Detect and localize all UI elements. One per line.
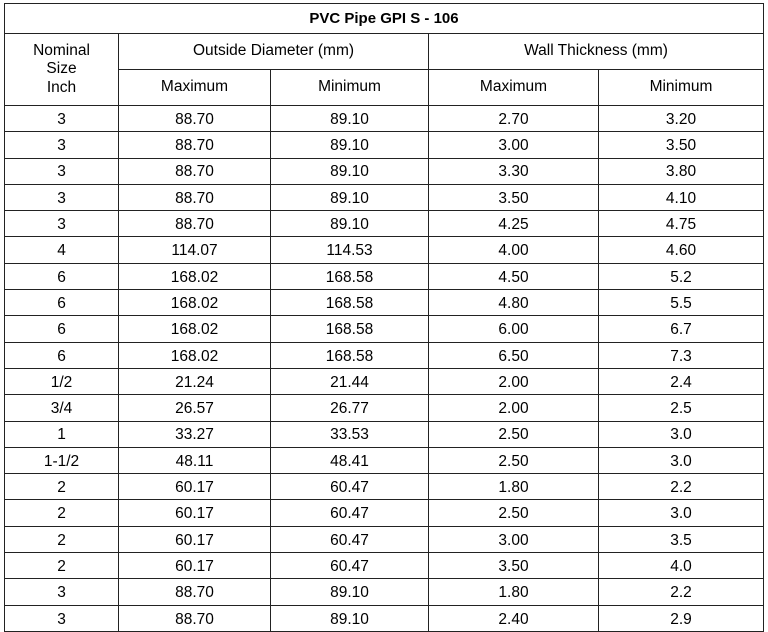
nominal-size-cell: 1: [5, 421, 119, 447]
table-row: [5, 211, 764, 237]
wt-max-cell: 3.50: [429, 184, 599, 210]
od-min-cell: 60.47: [271, 474, 429, 500]
table-row: [5, 605, 764, 631]
nominal-size-cell: 3: [5, 158, 119, 184]
nominal-size-cell: 3: [5, 211, 119, 237]
table-row: [5, 447, 764, 473]
wt-min-cell: 4.75: [599, 211, 764, 237]
od-min-cell: 89.10: [271, 132, 429, 158]
table-row: [5, 500, 764, 526]
wt-max-cell: 6.00: [429, 316, 599, 342]
nominal-size-cell: 6: [5, 290, 119, 316]
table-row: [5, 237, 764, 263]
nominal-header-line3: Inch: [46, 78, 77, 96]
nominal-size-cell: 3: [5, 106, 119, 132]
nominal-header-line2: Size: [46, 60, 77, 78]
od-max-cell: 88.70: [119, 132, 271, 158]
table-row: [5, 106, 764, 132]
table-row: [5, 368, 764, 394]
nominal-size-cell: 3: [5, 579, 119, 605]
nominal-size-cell: 3: [5, 184, 119, 210]
od-max-cell: 60.17: [119, 526, 271, 552]
table-row: [5, 553, 764, 579]
wt-minimum-header: Minimum: [599, 70, 764, 106]
od-min-cell: 60.47: [271, 500, 429, 526]
wt-max-cell: 2.70: [429, 106, 599, 132]
od-max-cell: 33.27: [119, 421, 271, 447]
wt-max-cell: 3.30: [429, 158, 599, 184]
wt-max-cell: 4.25: [429, 211, 599, 237]
wt-min-cell: 3.50: [599, 132, 764, 158]
outside-diameter-header: Outside Diameter (mm): [119, 34, 429, 70]
od-min-cell: 89.10: [271, 184, 429, 210]
wt-min-cell: 5.5: [599, 290, 764, 316]
od-min-cell: 89.10: [271, 158, 429, 184]
od-max-cell: 168.02: [119, 316, 271, 342]
od-min-cell: 168.58: [271, 290, 429, 316]
od-minimum-header: Minimum: [271, 70, 429, 106]
wt-min-cell: 3.0: [599, 500, 764, 526]
od-max-cell: 88.70: [119, 184, 271, 210]
od-max-cell: 26.57: [119, 395, 271, 421]
nominal-size-cell: 6: [5, 263, 119, 289]
wt-max-cell: 2.00: [429, 368, 599, 394]
nominal-size-header: [5, 34, 119, 106]
nominal-size-cell: 2: [5, 474, 119, 500]
nominal-size-cell: 2: [5, 553, 119, 579]
nominal-size-cell: 6: [5, 342, 119, 368]
nominal-size-cell: 6: [5, 316, 119, 342]
table-title: PVC Pipe GPI S - 106: [5, 4, 764, 34]
nominal-header-line1: Nominal: [33, 42, 90, 60]
od-min-cell: 168.58: [271, 316, 429, 342]
wt-max-cell: 4.50: [429, 263, 599, 289]
table-row: [5, 474, 764, 500]
nominal-size-cell: 4: [5, 237, 119, 263]
table-row: [5, 290, 764, 316]
wt-max-cell: 2.00: [429, 395, 599, 421]
wt-min-cell: 2.2: [599, 579, 764, 605]
od-max-cell: 48.11: [119, 447, 271, 473]
wt-max-cell: 2.40: [429, 605, 599, 631]
wt-min-cell: 4.10: [599, 184, 764, 210]
nominal-size-cell: 3: [5, 605, 119, 631]
table-row: [5, 342, 764, 368]
od-min-cell: 21.44: [271, 368, 429, 394]
od-min-cell: 26.77: [271, 395, 429, 421]
od-min-cell: 168.58: [271, 263, 429, 289]
od-max-cell: 60.17: [119, 500, 271, 526]
nominal-size-cell: 1-1/2: [5, 447, 119, 473]
wt-max-cell: 1.80: [429, 579, 599, 605]
table-row: [5, 263, 764, 289]
wall-thickness-header: Wall Thickness (mm): [429, 34, 764, 70]
wt-min-cell: 3.80: [599, 158, 764, 184]
wt-min-cell: 7.3: [599, 342, 764, 368]
wt-min-cell: 5.2: [599, 263, 764, 289]
wt-max-cell: 6.50: [429, 342, 599, 368]
od-max-cell: 88.70: [119, 605, 271, 631]
table-row: [5, 395, 764, 421]
table-row: [5, 526, 764, 552]
wt-min-cell: 4.60: [599, 237, 764, 263]
nominal-size-cell: 3: [5, 132, 119, 158]
wt-min-cell: 2.5: [599, 395, 764, 421]
od-min-cell: 89.10: [271, 579, 429, 605]
table-row: [5, 316, 764, 342]
wt-max-cell: 2.50: [429, 421, 599, 447]
wt-max-cell: 4.00: [429, 237, 599, 263]
od-max-cell: 88.70: [119, 158, 271, 184]
od-min-cell: 33.53: [271, 421, 429, 447]
wt-min-cell: 3.5: [599, 526, 764, 552]
od-max-cell: 60.17: [119, 553, 271, 579]
wt-min-cell: 3.0: [599, 421, 764, 447]
wt-max-cell: 3.50: [429, 553, 599, 579]
wt-min-cell: 3.0: [599, 447, 764, 473]
table-row: [5, 132, 764, 158]
od-min-cell: 60.47: [271, 526, 429, 552]
wt-min-cell: 4.0: [599, 553, 764, 579]
wt-max-cell: 4.80: [429, 290, 599, 316]
wt-maximum-header: Maximum: [429, 70, 599, 106]
od-max-cell: 88.70: [119, 106, 271, 132]
pvc-pipe-spec-table: [4, 3, 764, 632]
od-max-cell: 168.02: [119, 342, 271, 368]
od-min-cell: 89.10: [271, 106, 429, 132]
nominal-size-cell: 3/4: [5, 395, 119, 421]
wt-min-cell: 6.7: [599, 316, 764, 342]
wt-min-cell: 2.9: [599, 605, 764, 631]
nominal-size-cell: 2: [5, 500, 119, 526]
table-body: [5, 106, 764, 632]
od-min-cell: 60.47: [271, 553, 429, 579]
spec-table-container: [4, 3, 764, 632]
table-row: [5, 421, 764, 447]
wt-max-cell: 3.00: [429, 132, 599, 158]
wt-max-cell: 2.50: [429, 500, 599, 526]
wt-max-cell: 3.00: [429, 526, 599, 552]
od-max-cell: 21.24: [119, 368, 271, 394]
od-max-cell: 168.02: [119, 263, 271, 289]
od-max-cell: 88.70: [119, 579, 271, 605]
od-max-cell: 60.17: [119, 474, 271, 500]
od-min-cell: 168.58: [271, 342, 429, 368]
nominal-size-cell: 1/2: [5, 368, 119, 394]
od-min-cell: 89.10: [271, 605, 429, 631]
od-min-cell: 89.10: [271, 211, 429, 237]
nominal-size-cell: 2: [5, 526, 119, 552]
wt-max-cell: 2.50: [429, 447, 599, 473]
od-min-cell: 48.41: [271, 447, 429, 473]
table-row: [5, 184, 764, 210]
table-row: [5, 579, 764, 605]
wt-min-cell: 3.20: [599, 106, 764, 132]
od-max-cell: 168.02: [119, 290, 271, 316]
wt-min-cell: 2.2: [599, 474, 764, 500]
wt-min-cell: 2.4: [599, 368, 764, 394]
wt-max-cell: 1.80: [429, 474, 599, 500]
od-maximum-header: Maximum: [119, 70, 271, 106]
od-min-cell: 114.53: [271, 237, 429, 263]
od-max-cell: 114.07: [119, 237, 271, 263]
table-row: [5, 158, 764, 184]
od-max-cell: 88.70: [119, 211, 271, 237]
